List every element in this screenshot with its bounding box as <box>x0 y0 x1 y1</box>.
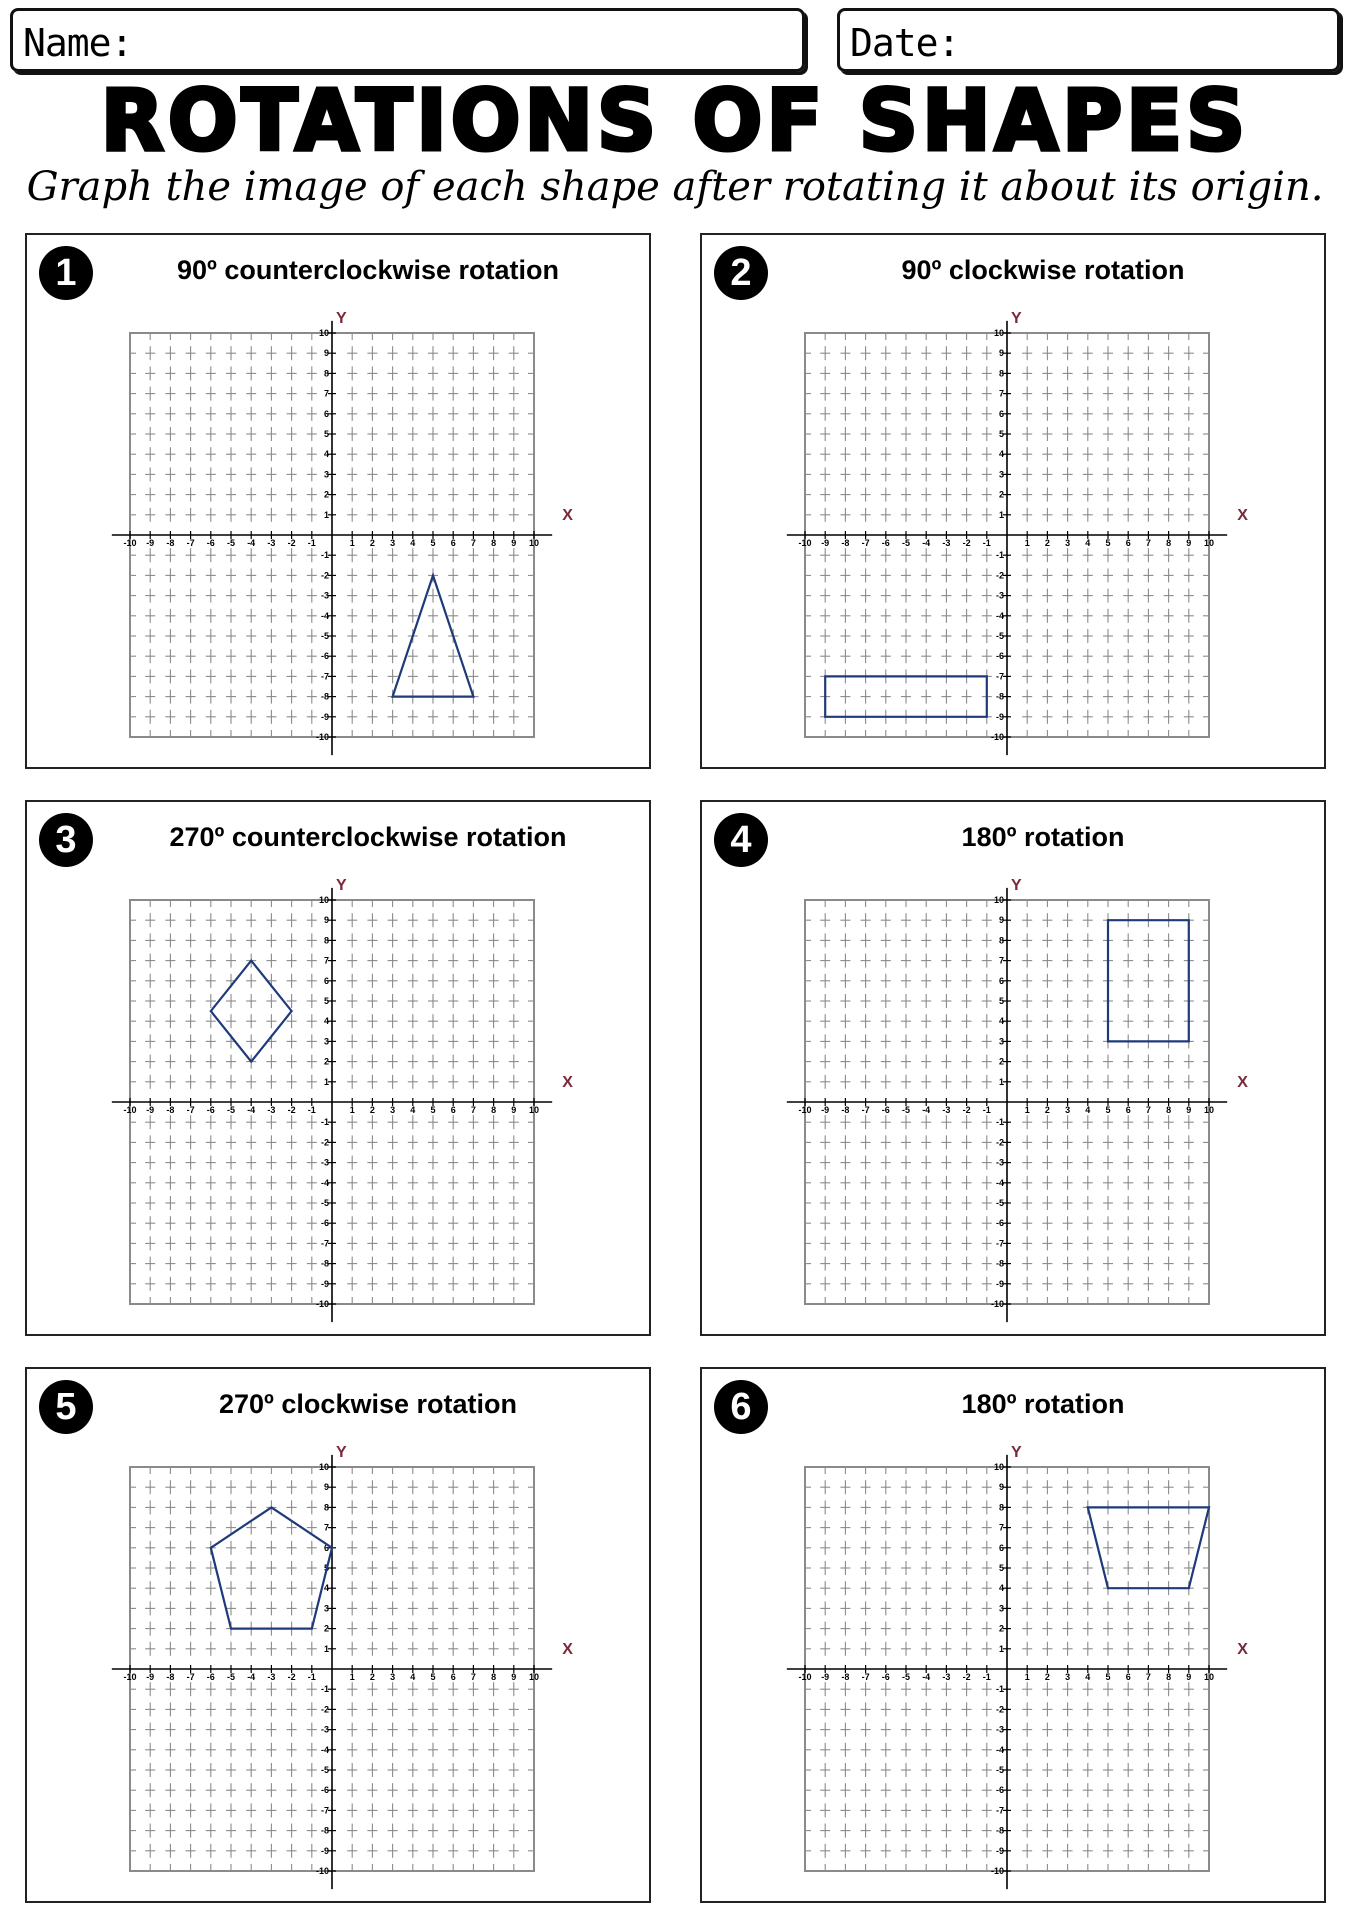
y-tick-label: -7 <box>320 671 329 682</box>
y-tick-label: 1 <box>323 509 329 520</box>
y-tick-label: -4 <box>320 1744 329 1755</box>
problem-number-badge: 4 <box>714 813 768 867</box>
x-tick-label: 3 <box>390 1672 396 1682</box>
y-tick-label: -5 <box>320 631 329 641</box>
y-tick-label: -7 <box>995 1238 1004 1249</box>
name-field[interactable] <box>10 8 805 72</box>
y-tick-label: -3 <box>995 590 1004 601</box>
x-tick-label: -2 <box>287 538 296 548</box>
y-tick-label: -5 <box>995 1198 1004 1208</box>
x-tick-label: -6 <box>206 1105 215 1115</box>
y-tick-label: 9 <box>998 915 1004 926</box>
y-tick-label: 10 <box>318 895 329 905</box>
x-tick-label: -10 <box>798 1672 812 1682</box>
x-tick-label: -8 <box>166 1672 175 1682</box>
y-tick-label: -9 <box>995 1278 1004 1289</box>
x-tick-label: 4 <box>410 1105 416 1115</box>
x-tick-label: 4 <box>1085 538 1091 548</box>
x-tick-label: -4 <box>247 1672 256 1682</box>
y-tick-label: -2 <box>320 1137 329 1148</box>
x-tick-label: -6 <box>881 538 890 548</box>
x-tick-label: -8 <box>841 1105 850 1115</box>
y-tick-label: -8 <box>320 1825 329 1836</box>
y-tick-label: -5 <box>995 631 1004 641</box>
x-tick-label: 1 <box>349 1105 355 1115</box>
y-tick-label: -9 <box>320 711 329 722</box>
y-tick-label: -4 <box>995 1177 1004 1188</box>
y-axis-label: Y <box>1011 309 1022 327</box>
x-tick-label: 10 <box>1203 1672 1215 1682</box>
x-tick-label: -7 <box>186 1672 195 1682</box>
y-tick-label: 8 <box>323 368 329 379</box>
y-tick-label: 7 <box>998 388 1004 399</box>
x-tick-label: -9 <box>821 1105 830 1115</box>
y-tick-label: 8 <box>323 1502 329 1513</box>
x-tick-label: -5 <box>901 1672 911 1682</box>
y-tick-label: 3 <box>323 1603 329 1614</box>
y-tick-label: -1 <box>995 1117 1004 1128</box>
x-tick-label: 1 <box>1024 1672 1030 1682</box>
x-tick-label: -3 <box>267 1672 276 1682</box>
problem-instruction: 270º clockwise rotation <box>219 1389 517 1419</box>
x-tick-label: -9 <box>146 1672 155 1682</box>
x-axis-label: X <box>562 1641 573 1658</box>
x-tick-label: -3 <box>942 1105 951 1115</box>
y-tick-label: -7 <box>320 1805 329 1816</box>
x-tick-label: 10 <box>1203 538 1215 548</box>
y-tick-label: 2 <box>998 489 1004 500</box>
x-tick-label: -9 <box>821 1672 830 1682</box>
y-tick-label: 1 <box>998 1643 1004 1654</box>
x-tick-label: 9 <box>1186 1105 1192 1115</box>
y-tick-label: 8 <box>998 935 1004 946</box>
problem-panel <box>700 800 1326 1336</box>
x-tick-label: 8 <box>1166 1672 1172 1682</box>
problem-number-badge: 1 <box>39 246 93 300</box>
x-tick-label: -1 <box>307 538 316 548</box>
x-tick-label: 10 <box>528 1672 540 1682</box>
y-tick-label: -6 <box>995 651 1004 662</box>
y-tick-label: 7 <box>323 1522 329 1533</box>
y-tick-label: -1 <box>320 1117 329 1128</box>
x-tick-label: 7 <box>1145 1672 1151 1682</box>
x-tick-label: 1 <box>1024 1105 1030 1115</box>
x-axis-label: X <box>562 1074 573 1091</box>
x-tick-label: 9 <box>511 1672 517 1682</box>
y-tick-label: 6 <box>323 408 329 419</box>
y-tick-label: -2 <box>320 570 329 581</box>
y-tick-label: 5 <box>323 996 329 1006</box>
y-tick-label: 9 <box>998 348 1004 359</box>
x-axis-label: X <box>1237 507 1248 524</box>
x-tick-label: 4 <box>410 1672 416 1682</box>
y-tick-label: -1 <box>995 550 1004 561</box>
x-tick-label: 8 <box>491 538 497 548</box>
x-tick-label: -9 <box>821 538 830 548</box>
y-tick-label: -1 <box>995 1684 1004 1695</box>
x-tick-label: -3 <box>942 538 951 548</box>
problem-instruction: 180º rotation <box>961 822 1125 852</box>
problem-instruction: 180º rotation <box>961 1389 1125 1419</box>
x-tick-label: 6 <box>450 538 456 548</box>
x-tick-label: -5 <box>901 538 911 548</box>
y-tick-label: -2 <box>995 1137 1004 1148</box>
x-tick-label: 2 <box>1044 1105 1050 1115</box>
y-tick-label: 6 <box>998 408 1004 419</box>
x-tick-label: -5 <box>901 1105 911 1115</box>
y-axis-label: Y <box>336 309 347 327</box>
problem-number-badge: 2 <box>714 246 768 300</box>
y-tick-label: 2 <box>323 489 329 500</box>
x-tick-label: 8 <box>1166 1105 1172 1115</box>
x-tick-label: 4 <box>1085 1105 1091 1115</box>
x-tick-label: -7 <box>186 1105 195 1115</box>
x-tick-label: 3 <box>1065 1105 1071 1115</box>
x-tick-label: -5 <box>226 538 236 548</box>
x-tick-label: 8 <box>491 1105 497 1115</box>
x-axis-label: X <box>1237 1074 1248 1091</box>
y-tick-label: 6 <box>323 1542 329 1553</box>
x-tick-label: -9 <box>146 1105 155 1115</box>
y-tick-label: 3 <box>998 1603 1004 1614</box>
x-tick-label: 2 <box>369 538 375 548</box>
x-tick-label: -6 <box>881 1105 890 1115</box>
y-tick-label: -1 <box>320 1684 329 1695</box>
problem-number-badge: 3 <box>39 813 93 867</box>
x-tick-label: -8 <box>841 1672 850 1682</box>
y-tick-label: -2 <box>320 1704 329 1715</box>
y-tick-label: -1 <box>320 550 329 561</box>
name-label: Name: <box>23 21 133 65</box>
x-tick-label: -1 <box>307 1105 316 1115</box>
problem-panel <box>700 1367 1326 1903</box>
y-tick-label: 4 <box>998 449 1004 460</box>
y-tick-label: -6 <box>320 651 329 662</box>
coordinate-grid[interactable] <box>702 235 1328 771</box>
y-tick-label: -5 <box>995 1765 1004 1775</box>
y-tick-label: -4 <box>995 610 1004 621</box>
x-tick-label: -2 <box>962 538 971 548</box>
x-tick-label: 7 <box>470 1672 476 1682</box>
y-tick-label: -6 <box>320 1785 329 1796</box>
x-tick-label: -5 <box>226 1105 236 1115</box>
problem-number-badge: 5 <box>39 1380 93 1434</box>
x-tick-label: -4 <box>247 538 256 548</box>
x-tick-label: -5 <box>226 1672 236 1682</box>
y-tick-label: 6 <box>998 1542 1004 1553</box>
y-tick-label: -6 <box>995 1218 1004 1229</box>
x-tick-label: -1 <box>982 538 991 548</box>
x-tick-label: -10 <box>123 538 137 548</box>
y-tick-label: 7 <box>998 1522 1004 1533</box>
y-tick-label: 2 <box>323 1623 329 1634</box>
x-tick-label: -1 <box>307 1672 316 1682</box>
y-tick-label: 6 <box>323 975 329 986</box>
y-tick-label: -7 <box>320 1238 329 1249</box>
coordinate-grid[interactable] <box>702 1369 1328 1905</box>
y-tick-label: -10 <box>990 1866 1004 1876</box>
y-tick-label: -8 <box>995 691 1004 702</box>
x-tick-label: 6 <box>450 1672 456 1682</box>
x-tick-label: -6 <box>881 1672 890 1682</box>
y-tick-label: 8 <box>998 1502 1004 1513</box>
y-tick-label: -9 <box>320 1278 329 1289</box>
x-tick-label: -8 <box>166 538 175 548</box>
x-tick-label: -4 <box>922 1672 931 1682</box>
y-axis-label: Y <box>336 1443 347 1461</box>
x-tick-label: 10 <box>1203 1105 1215 1115</box>
worksheet-subtitle: Graph the image of each shape after rotating it about its origin. <box>26 164 1324 210</box>
x-tick-label: 4 <box>410 538 416 548</box>
y-tick-label: -2 <box>995 570 1004 581</box>
x-tick-label: -2 <box>962 1105 971 1115</box>
y-tick-label: -3 <box>320 1724 329 1735</box>
x-tick-label: 10 <box>528 1105 540 1115</box>
y-axis-label: Y <box>1011 1443 1022 1461</box>
y-tick-label: 3 <box>998 469 1004 480</box>
y-tick-label: -8 <box>995 1825 1004 1836</box>
problem-instruction: 90º clockwise rotation <box>901 255 1185 285</box>
date-field[interactable] <box>837 8 1340 72</box>
y-tick-label: 3 <box>323 469 329 480</box>
x-tick-label: 3 <box>1065 538 1071 548</box>
y-tick-label: 10 <box>993 895 1004 905</box>
y-tick-label: 2 <box>323 1056 329 1067</box>
y-tick-label: 8 <box>998 368 1004 379</box>
problem-panel <box>25 233 651 769</box>
x-tick-label: -3 <box>267 538 276 548</box>
y-tick-label: 4 <box>323 1016 329 1027</box>
y-tick-label: 1 <box>998 509 1004 520</box>
y-tick-label: 7 <box>323 955 329 966</box>
x-axis-label: X <box>562 507 573 524</box>
y-tick-label: 4 <box>323 449 329 460</box>
problem-panel <box>25 1367 651 1903</box>
y-tick-label: -10 <box>990 1299 1004 1309</box>
x-tick-label: -2 <box>287 1105 296 1115</box>
y-tick-label: 10 <box>318 328 329 338</box>
y-tick-label: 6 <box>998 975 1004 986</box>
x-tick-label: 8 <box>491 1672 497 1682</box>
x-tick-label: 9 <box>1186 1672 1192 1682</box>
x-tick-label: 6 <box>1125 538 1131 548</box>
x-tick-label: 1 <box>1024 538 1030 548</box>
y-tick-label: 4 <box>323 1583 329 1594</box>
y-tick-label: -10 <box>315 1299 329 1309</box>
x-tick-label: 6 <box>1125 1672 1131 1682</box>
x-tick-label: 7 <box>470 1105 476 1115</box>
worksheet-title: ROTATIONS OF SHAPES <box>100 73 1250 170</box>
y-tick-label: 4 <box>998 1583 1004 1594</box>
x-tick-label: 3 <box>1065 1672 1071 1682</box>
problem-instruction: 90º counterclockwise rotation <box>177 255 559 285</box>
coordinate-grid[interactable] <box>27 802 653 1338</box>
x-tick-label: -7 <box>861 1105 870 1115</box>
x-tick-label: -1 <box>982 1105 991 1115</box>
x-tick-label: -2 <box>287 1672 296 1682</box>
x-tick-label: -4 <box>247 1105 256 1115</box>
y-tick-label: -3 <box>320 1157 329 1168</box>
x-tick-label: 7 <box>470 538 476 548</box>
x-tick-label: 5 <box>1105 1672 1111 1682</box>
y-tick-label: 2 <box>998 1056 1004 1067</box>
coordinate-grid[interactable] <box>27 1369 653 1905</box>
problem-number-badge: 6 <box>714 1380 768 1434</box>
x-tick-label: 7 <box>1145 538 1151 548</box>
x-tick-label: 10 <box>528 538 540 548</box>
y-tick-label: -9 <box>995 1845 1004 1856</box>
problem-panel <box>700 233 1326 769</box>
y-tick-label: -5 <box>320 1198 329 1208</box>
y-tick-label: 1 <box>323 1643 329 1654</box>
y-tick-label: 10 <box>993 1462 1004 1472</box>
y-axis-label: Y <box>336 876 347 894</box>
y-tick-label: 8 <box>323 935 329 946</box>
x-tick-label: -10 <box>123 1105 137 1115</box>
y-tick-label: 5 <box>323 1563 329 1573</box>
y-tick-label: -9 <box>320 1845 329 1856</box>
y-tick-label: -7 <box>995 1805 1004 1816</box>
y-tick-label: -8 <box>320 691 329 702</box>
y-tick-label: 4 <box>998 1016 1004 1027</box>
problem-instruction: 270º counterclockwise rotation <box>169 822 567 852</box>
y-tick-label: 1 <box>323 1076 329 1087</box>
x-tick-label: -4 <box>922 538 931 548</box>
x-tick-label: -4 <box>922 1105 931 1115</box>
x-tick-label: 5 <box>430 538 436 548</box>
x-axis-label: X <box>1237 1641 1248 1658</box>
x-tick-label: 9 <box>1186 538 1192 548</box>
x-tick-label: 8 <box>1166 538 1172 548</box>
coordinate-grid[interactable] <box>702 802 1328 1338</box>
y-tick-label: -10 <box>990 732 1004 742</box>
x-tick-label: -1 <box>982 1672 991 1682</box>
x-tick-label: 1 <box>349 1672 355 1682</box>
x-tick-label: -7 <box>861 538 870 548</box>
x-tick-label: -3 <box>267 1105 276 1115</box>
y-tick-label: 9 <box>323 348 329 359</box>
y-tick-label: 7 <box>323 388 329 399</box>
x-tick-label: 7 <box>1145 1105 1151 1115</box>
y-tick-label: -7 <box>995 671 1004 682</box>
y-tick-label: -5 <box>320 1765 329 1775</box>
x-tick-label: -10 <box>123 1672 137 1682</box>
x-tick-label: -2 <box>962 1672 971 1682</box>
y-tick-label: 2 <box>998 1623 1004 1634</box>
y-tick-label: -8 <box>995 1258 1004 1269</box>
y-tick-label: 10 <box>993 328 1004 338</box>
x-tick-label: 6 <box>450 1105 456 1115</box>
y-tick-label: 9 <box>998 1482 1004 1493</box>
y-tick-label: 7 <box>998 955 1004 966</box>
x-tick-label: -3 <box>942 1672 951 1682</box>
x-tick-label: 5 <box>1105 1105 1111 1115</box>
y-axis-label: Y <box>1011 876 1022 894</box>
y-tick-label: 5 <box>998 996 1004 1006</box>
x-tick-label: 2 <box>369 1105 375 1115</box>
x-tick-label: -7 <box>186 538 195 548</box>
x-tick-label: -10 <box>798 538 812 548</box>
y-tick-label: -6 <box>995 1785 1004 1796</box>
y-tick-label: -4 <box>995 1744 1004 1755</box>
y-tick-label: -6 <box>320 1218 329 1229</box>
x-tick-label: -6 <box>206 1672 215 1682</box>
x-tick-label: -7 <box>861 1672 870 1682</box>
x-tick-label: 2 <box>1044 538 1050 548</box>
y-tick-label: 5 <box>323 429 329 439</box>
x-tick-label: 4 <box>1085 1672 1091 1682</box>
y-tick-label: -8 <box>320 1258 329 1269</box>
y-tick-label: 3 <box>998 1036 1004 1047</box>
x-tick-label: 3 <box>390 538 396 548</box>
x-tick-label: -8 <box>166 1105 175 1115</box>
y-tick-label: 5 <box>998 429 1004 439</box>
y-tick-label: -4 <box>320 1177 329 1188</box>
y-tick-label: -10 <box>315 732 329 742</box>
x-tick-label: 1 <box>349 538 355 548</box>
y-tick-label: -10 <box>315 1866 329 1876</box>
date-label: Date: <box>850 21 960 65</box>
y-tick-label: 5 <box>998 1563 1004 1573</box>
y-tick-label: -4 <box>320 610 329 621</box>
y-tick-label: -2 <box>995 1704 1004 1715</box>
x-tick-label: 2 <box>1044 1672 1050 1682</box>
y-tick-label: 9 <box>323 915 329 926</box>
y-tick-label: -3 <box>995 1157 1004 1168</box>
y-tick-label: 3 <box>323 1036 329 1047</box>
y-tick-label: -3 <box>995 1724 1004 1735</box>
x-tick-label: 5 <box>430 1105 436 1115</box>
y-tick-label: -3 <box>320 590 329 601</box>
y-tick-label: 9 <box>323 1482 329 1493</box>
x-tick-label: 5 <box>1105 538 1111 548</box>
x-tick-label: 9 <box>511 538 517 548</box>
x-tick-label: -8 <box>841 538 850 548</box>
x-tick-label: -10 <box>798 1105 812 1115</box>
coordinate-grid[interactable] <box>27 235 653 771</box>
x-tick-label: 2 <box>369 1672 375 1682</box>
x-tick-label: 9 <box>511 1105 517 1115</box>
x-tick-label: -6 <box>206 538 215 548</box>
x-tick-label: -9 <box>146 538 155 548</box>
x-tick-label: 3 <box>390 1105 396 1115</box>
y-tick-label: -9 <box>995 711 1004 722</box>
x-tick-label: 6 <box>1125 1105 1131 1115</box>
y-tick-label: 1 <box>998 1076 1004 1087</box>
problem-panel <box>25 800 651 1336</box>
x-tick-label: 5 <box>430 1672 436 1682</box>
y-tick-label: 10 <box>318 1462 329 1472</box>
